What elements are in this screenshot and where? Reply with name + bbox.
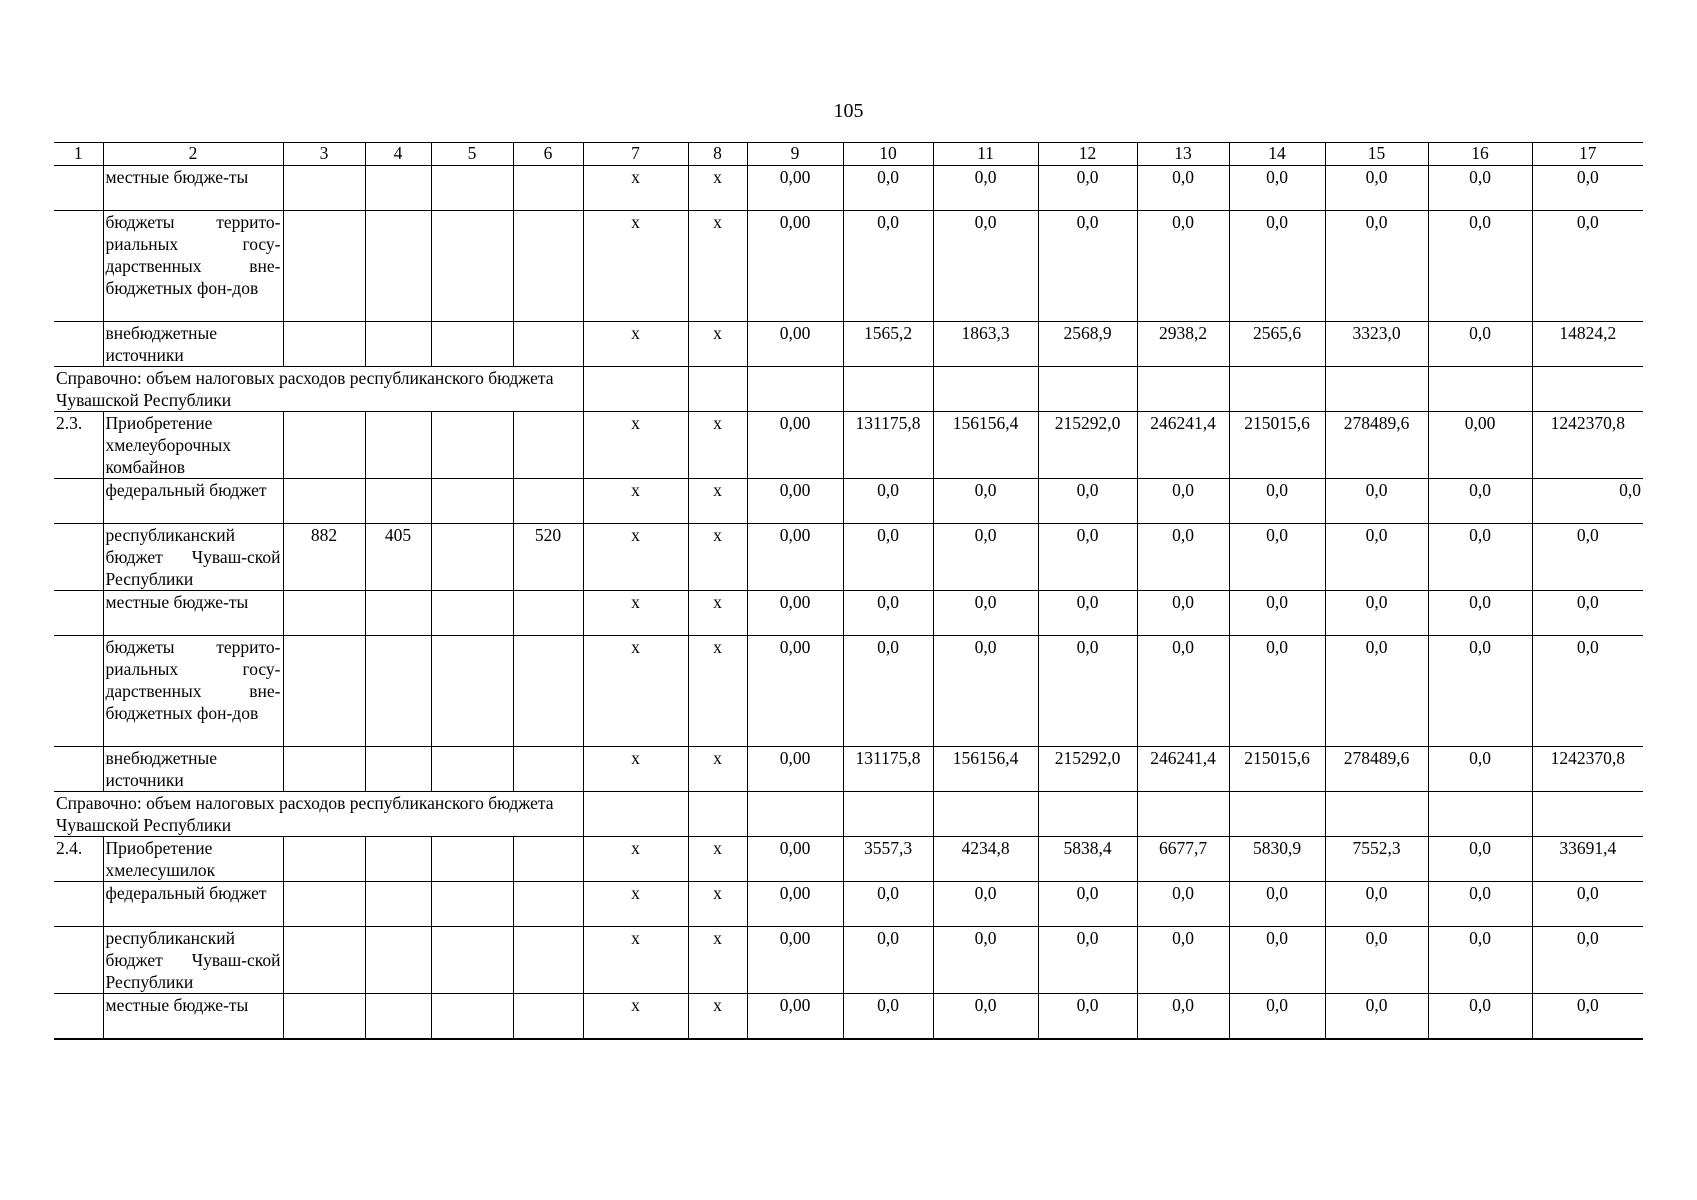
row-number: 2.4. bbox=[54, 837, 103, 882]
marker-cell: х bbox=[583, 211, 688, 322]
header-cell-16: 16 bbox=[1428, 143, 1532, 166]
row-description: Приобретение хмелеуборочных комбайнов bbox=[103, 412, 283, 479]
reference-note-row bbox=[54, 367, 1643, 412]
code-cell: 405 bbox=[365, 524, 431, 591]
value-cell: 0,0 bbox=[1229, 591, 1325, 636]
empty-cell bbox=[583, 792, 688, 837]
empty-cell bbox=[843, 367, 933, 412]
value-cell: 0,0 bbox=[1137, 927, 1229, 994]
value-cell: 0,0 bbox=[1532, 994, 1643, 1040]
budget-table bbox=[54, 142, 1643, 1040]
marker-cell: х bbox=[583, 412, 688, 479]
value-cell: 278489,6 bbox=[1325, 747, 1428, 792]
table-row bbox=[54, 524, 1643, 591]
row-number bbox=[54, 591, 103, 636]
value-cell: 0,0 bbox=[1137, 994, 1229, 1040]
code-cell bbox=[431, 927, 513, 994]
value-cell: 156156,4 bbox=[933, 747, 1038, 792]
code-cell bbox=[283, 211, 365, 322]
row-number bbox=[54, 994, 103, 1040]
value-cell: 0,0 bbox=[1532, 479, 1643, 524]
marker-cell: х bbox=[583, 524, 688, 591]
marker-cell: х bbox=[688, 837, 747, 882]
row-description: бюджеты террито-риальных госу-дарственных вне-бюджетных фон-дов bbox=[103, 636, 283, 747]
value-cell: 0,0 bbox=[1038, 882, 1137, 927]
table-row bbox=[54, 479, 1643, 524]
value-cell: 6677,7 bbox=[1137, 837, 1229, 882]
empty-cell bbox=[1038, 367, 1137, 412]
page-number: 105 bbox=[833, 100, 864, 122]
value-cell: 156156,4 bbox=[933, 412, 1038, 479]
marker-cell: х bbox=[688, 882, 747, 927]
header-cell-4: 4 bbox=[365, 143, 431, 166]
code-cell bbox=[513, 994, 583, 1040]
value-cell: 0,0 bbox=[1325, 994, 1428, 1040]
value-cell: 0,0 bbox=[843, 636, 933, 747]
value-cell: 0,0 bbox=[1428, 927, 1532, 994]
code-cell bbox=[431, 166, 513, 211]
value-cell: 0,0 bbox=[1229, 479, 1325, 524]
header-cell-13: 13 bbox=[1137, 143, 1229, 166]
marker-cell: х bbox=[583, 994, 688, 1040]
empty-cell bbox=[1428, 367, 1532, 412]
code-cell bbox=[365, 211, 431, 322]
code-cell bbox=[431, 837, 513, 882]
code-cell bbox=[513, 837, 583, 882]
value-cell: 0,0 bbox=[933, 166, 1038, 211]
value-cell: 0,0 bbox=[1137, 211, 1229, 322]
code-cell bbox=[513, 747, 583, 792]
empty-cell bbox=[747, 367, 843, 412]
value-cell: 0,00 bbox=[747, 479, 843, 524]
row-description: внебюджетные источники bbox=[103, 322, 283, 367]
row-number: 2.3. bbox=[54, 412, 103, 479]
marker-cell: х bbox=[688, 927, 747, 994]
value-cell: 0,0 bbox=[1325, 166, 1428, 211]
value-cell: 0,0 bbox=[933, 591, 1038, 636]
value-cell: 0,0 bbox=[1428, 882, 1532, 927]
header-cell-2: 2 bbox=[103, 143, 283, 166]
header-cell-10: 10 bbox=[843, 143, 933, 166]
value-cell: 0,00 bbox=[747, 524, 843, 591]
value-cell: 215292,0 bbox=[1038, 747, 1137, 792]
code-cell: 520 bbox=[513, 524, 583, 591]
marker-cell: х bbox=[583, 636, 688, 747]
row-description: местные бюдже-ты bbox=[103, 591, 283, 636]
value-cell: 2938,2 bbox=[1137, 322, 1229, 367]
value-cell: 0,00 bbox=[747, 927, 843, 994]
value-cell: 0,0 bbox=[843, 927, 933, 994]
code-cell bbox=[283, 747, 365, 792]
value-cell: 0,0 bbox=[1532, 166, 1643, 211]
value-cell: 0,0 bbox=[1229, 994, 1325, 1040]
code-cell bbox=[365, 927, 431, 994]
header-cell-3: 3 bbox=[283, 143, 365, 166]
value-cell: 0,00 bbox=[747, 322, 843, 367]
value-cell: 0,0 bbox=[1038, 524, 1137, 591]
marker-cell: х bbox=[688, 211, 747, 322]
marker-cell: х bbox=[688, 591, 747, 636]
header-cell-9: 9 bbox=[747, 143, 843, 166]
code-cell bbox=[513, 591, 583, 636]
value-cell: 131175,8 bbox=[843, 747, 933, 792]
value-cell: 0,0 bbox=[1229, 636, 1325, 747]
value-cell: 0,0 bbox=[1325, 882, 1428, 927]
value-cell: 0,0 bbox=[1532, 524, 1643, 591]
table-row bbox=[54, 994, 1643, 1040]
code-cell bbox=[365, 636, 431, 747]
header-cell-15: 15 bbox=[1325, 143, 1428, 166]
code-cell bbox=[283, 412, 365, 479]
value-cell: 2565,6 bbox=[1229, 322, 1325, 367]
value-cell: 0,0 bbox=[1038, 927, 1137, 994]
value-cell: 215292,0 bbox=[1038, 412, 1137, 479]
code-cell bbox=[365, 166, 431, 211]
marker-cell: х bbox=[583, 322, 688, 367]
value-cell: 0,0 bbox=[1325, 479, 1428, 524]
marker-cell: х bbox=[583, 747, 688, 792]
value-cell: 0,00 bbox=[747, 211, 843, 322]
code-cell bbox=[431, 747, 513, 792]
value-cell: 0,0 bbox=[1137, 524, 1229, 591]
value-cell: 2568,9 bbox=[1038, 322, 1137, 367]
row-description: бюджеты террито-риальных госу-дарственных вне-бюджетных фон-дов bbox=[103, 211, 283, 322]
marker-cell: х bbox=[583, 479, 688, 524]
value-cell: 0,00 bbox=[747, 994, 843, 1040]
value-cell: 0,0 bbox=[1428, 837, 1532, 882]
header-cell-8: 8 bbox=[688, 143, 747, 166]
value-cell: 33691,4 bbox=[1532, 837, 1643, 882]
code-cell: 882 bbox=[283, 524, 365, 591]
value-cell: 0,0 bbox=[1038, 211, 1137, 322]
value-cell: 14824,2 bbox=[1532, 322, 1643, 367]
empty-cell bbox=[688, 367, 747, 412]
value-cell: 4234,8 bbox=[933, 837, 1038, 882]
value-cell: 0,0 bbox=[1532, 636, 1643, 747]
empty-cell bbox=[1137, 367, 1229, 412]
value-cell: 0,0 bbox=[843, 591, 933, 636]
value-cell: 0,00 bbox=[747, 837, 843, 882]
code-cell bbox=[283, 837, 365, 882]
header-cell-17: 17 bbox=[1532, 143, 1643, 166]
value-cell: 246241,4 bbox=[1137, 747, 1229, 792]
code-cell bbox=[365, 322, 431, 367]
table-row bbox=[54, 211, 1643, 322]
code-cell bbox=[431, 994, 513, 1040]
marker-cell: х bbox=[688, 322, 747, 367]
empty-cell bbox=[688, 792, 747, 837]
empty-cell bbox=[1325, 367, 1428, 412]
marker-cell: х bbox=[688, 479, 747, 524]
empty-cell bbox=[1325, 792, 1428, 837]
empty-cell bbox=[1229, 792, 1325, 837]
code-cell bbox=[431, 524, 513, 591]
value-cell: 215015,6 bbox=[1229, 412, 1325, 479]
table-row bbox=[54, 166, 1643, 211]
empty-cell bbox=[747, 792, 843, 837]
code-cell bbox=[283, 636, 365, 747]
code-cell bbox=[365, 412, 431, 479]
value-cell: 0,0 bbox=[933, 994, 1038, 1040]
header-cell-7: 7 bbox=[583, 143, 688, 166]
row-description: республиканский бюджет Чуваш-ской Республики bbox=[103, 927, 283, 994]
value-cell: 0,0 bbox=[1229, 524, 1325, 591]
code-cell bbox=[513, 322, 583, 367]
code-cell bbox=[283, 322, 365, 367]
code-cell bbox=[431, 591, 513, 636]
value-cell: 0,00 bbox=[1428, 412, 1532, 479]
value-cell: 0,0 bbox=[1325, 591, 1428, 636]
table-row bbox=[54, 837, 1643, 882]
value-cell: 0,00 bbox=[747, 636, 843, 747]
table-row bbox=[54, 927, 1643, 994]
value-cell: 0,00 bbox=[747, 882, 843, 927]
row-number bbox=[54, 211, 103, 322]
value-cell: 0,0 bbox=[1229, 927, 1325, 994]
value-cell: 0,0 bbox=[1137, 882, 1229, 927]
marker-cell: х bbox=[688, 412, 747, 479]
value-cell: 0,00 bbox=[747, 747, 843, 792]
code-cell bbox=[365, 479, 431, 524]
value-cell: 1242370,8 bbox=[1532, 412, 1643, 479]
value-cell: 0,0 bbox=[1428, 524, 1532, 591]
value-cell: 0,0 bbox=[1428, 479, 1532, 524]
marker-cell: х bbox=[583, 882, 688, 927]
value-cell: 0,0 bbox=[1038, 479, 1137, 524]
value-cell: 0,00 bbox=[747, 412, 843, 479]
empty-cell bbox=[1428, 792, 1532, 837]
marker-cell: х bbox=[583, 927, 688, 994]
row-number bbox=[54, 927, 103, 994]
value-cell: 5838,4 bbox=[1038, 837, 1137, 882]
value-cell: 0,0 bbox=[1325, 636, 1428, 747]
empty-cell bbox=[583, 367, 688, 412]
value-cell: 3323,0 bbox=[1325, 322, 1428, 367]
table-row bbox=[54, 412, 1643, 479]
value-cell: 0,0 bbox=[1428, 636, 1532, 747]
marker-cell: х bbox=[688, 994, 747, 1040]
empty-cell bbox=[933, 792, 1038, 837]
code-cell bbox=[513, 166, 583, 211]
code-cell bbox=[431, 412, 513, 479]
value-cell: 0,0 bbox=[1428, 166, 1532, 211]
code-cell bbox=[283, 479, 365, 524]
value-cell: 0,0 bbox=[1137, 166, 1229, 211]
value-cell: 0,0 bbox=[1229, 166, 1325, 211]
value-cell: 0,0 bbox=[1137, 636, 1229, 747]
code-cell bbox=[365, 747, 431, 792]
row-number bbox=[54, 479, 103, 524]
code-cell bbox=[513, 211, 583, 322]
marker-cell: х bbox=[583, 837, 688, 882]
value-cell: 0,0 bbox=[843, 166, 933, 211]
value-cell: 0,0 bbox=[1325, 211, 1428, 322]
empty-cell bbox=[1137, 792, 1229, 837]
marker-cell: х bbox=[688, 166, 747, 211]
value-cell: 0,0 bbox=[1038, 166, 1137, 211]
value-cell: 1863,3 bbox=[933, 322, 1038, 367]
table-row bbox=[54, 591, 1643, 636]
value-cell: 0,0 bbox=[1038, 591, 1137, 636]
row-description: федеральный бюджет bbox=[103, 882, 283, 927]
code-cell bbox=[365, 882, 431, 927]
value-cell: 0,0 bbox=[843, 211, 933, 322]
code-cell bbox=[283, 927, 365, 994]
value-cell: 0,0 bbox=[933, 636, 1038, 747]
value-cell: 0,0 bbox=[1325, 524, 1428, 591]
code-cell bbox=[431, 211, 513, 322]
row-number bbox=[54, 322, 103, 367]
value-cell: 0,0 bbox=[1229, 211, 1325, 322]
code-cell bbox=[513, 479, 583, 524]
value-cell: 0,0 bbox=[1532, 882, 1643, 927]
value-cell: 0,0 bbox=[1428, 322, 1532, 367]
marker-cell: х bbox=[688, 636, 747, 747]
value-cell: 0,0 bbox=[1038, 994, 1137, 1040]
value-cell: 0,0 bbox=[1532, 211, 1643, 322]
row-number bbox=[54, 747, 103, 792]
value-cell: 0,0 bbox=[1428, 211, 1532, 322]
code-cell bbox=[431, 636, 513, 747]
value-cell: 0,0 bbox=[843, 524, 933, 591]
code-cell bbox=[513, 927, 583, 994]
empty-cell bbox=[843, 792, 933, 837]
row-description: местные бюдже-ты bbox=[103, 994, 283, 1040]
value-cell: 0,0 bbox=[1532, 927, 1643, 994]
code-cell bbox=[431, 322, 513, 367]
row-description: внебюджетные источники bbox=[103, 747, 283, 792]
value-cell: 0,0 bbox=[1137, 591, 1229, 636]
row-description: федеральный бюджет bbox=[103, 479, 283, 524]
code-cell bbox=[365, 994, 431, 1040]
value-cell: 278489,6 bbox=[1325, 412, 1428, 479]
reference-note-text: Справочно: объем налоговых расходов республиканского бюджета Чувашской Республики bbox=[54, 367, 583, 412]
value-cell: 0,0 bbox=[933, 927, 1038, 994]
value-cell: 0,0 bbox=[1137, 479, 1229, 524]
value-cell: 0,0 bbox=[933, 211, 1038, 322]
table-row bbox=[54, 636, 1643, 747]
table-row bbox=[54, 747, 1643, 792]
empty-cell bbox=[1038, 792, 1137, 837]
value-cell: 0,0 bbox=[843, 882, 933, 927]
marker-cell: х bbox=[583, 166, 688, 211]
reference-note-row bbox=[54, 792, 1643, 837]
value-cell: 0,0 bbox=[1229, 882, 1325, 927]
value-cell: 0,0 bbox=[933, 479, 1038, 524]
row-number bbox=[54, 524, 103, 591]
code-cell bbox=[513, 412, 583, 479]
value-cell: 0,0 bbox=[933, 524, 1038, 591]
reference-note-text: Справочно: объем налоговых расходов республиканского бюджета Чувашской Республики bbox=[54, 792, 583, 837]
table-body bbox=[54, 143, 1643, 1040]
value-cell: 0,00 bbox=[747, 166, 843, 211]
code-cell bbox=[283, 591, 365, 636]
value-cell: 1565,2 bbox=[843, 322, 933, 367]
row-number bbox=[54, 636, 103, 747]
code-cell bbox=[283, 166, 365, 211]
header-cell-1: 1 bbox=[54, 143, 103, 166]
marker-cell: х bbox=[688, 747, 747, 792]
value-cell: 5830,9 bbox=[1229, 837, 1325, 882]
header-cell-5: 5 bbox=[431, 143, 513, 166]
code-cell bbox=[283, 882, 365, 927]
code-cell bbox=[513, 882, 583, 927]
value-cell: 0,0 bbox=[1428, 747, 1532, 792]
code-cell bbox=[513, 636, 583, 747]
code-cell bbox=[431, 882, 513, 927]
header-cell-6: 6 bbox=[513, 143, 583, 166]
value-cell: 3557,3 bbox=[843, 837, 933, 882]
value-cell: 0,0 bbox=[1428, 591, 1532, 636]
value-cell: 0,0 bbox=[1038, 636, 1137, 747]
value-cell: 0,00 bbox=[747, 591, 843, 636]
table-row bbox=[54, 882, 1643, 927]
table-row bbox=[54, 322, 1643, 367]
code-cell bbox=[431, 479, 513, 524]
value-cell: 7552,3 bbox=[1325, 837, 1428, 882]
code-cell bbox=[365, 837, 431, 882]
row-description: республиканский бюджет Чуваш-ской Республики bbox=[103, 524, 283, 591]
row-description: Приобретение хмелесушилок bbox=[103, 837, 283, 882]
header-cell-11: 11 bbox=[933, 143, 1038, 166]
header-cell-12: 12 bbox=[1038, 143, 1137, 166]
value-cell: 215015,6 bbox=[1229, 747, 1325, 792]
code-cell bbox=[365, 591, 431, 636]
header-row bbox=[54, 143, 1643, 166]
empty-cell bbox=[933, 367, 1038, 412]
marker-cell: х bbox=[583, 591, 688, 636]
value-cell: 0,0 bbox=[1428, 994, 1532, 1040]
row-number bbox=[54, 166, 103, 211]
value-cell: 0,0 bbox=[843, 994, 933, 1040]
value-cell: 0,0 bbox=[1532, 591, 1643, 636]
row-number bbox=[54, 882, 103, 927]
value-cell: 246241,4 bbox=[1137, 412, 1229, 479]
value-cell: 0,0 bbox=[843, 479, 933, 524]
empty-cell bbox=[1532, 367, 1643, 412]
empty-cell bbox=[1532, 792, 1643, 837]
value-cell: 1242370,8 bbox=[1532, 747, 1643, 792]
empty-cell bbox=[1229, 367, 1325, 412]
header-cell-14: 14 bbox=[1229, 143, 1325, 166]
value-cell: 0,0 bbox=[933, 882, 1038, 927]
row-description: местные бюдже-ты bbox=[103, 166, 283, 211]
marker-cell: х bbox=[688, 524, 747, 591]
value-cell: 131175,8 bbox=[843, 412, 933, 479]
value-cell: 0,0 bbox=[1325, 927, 1428, 994]
code-cell bbox=[283, 994, 365, 1040]
